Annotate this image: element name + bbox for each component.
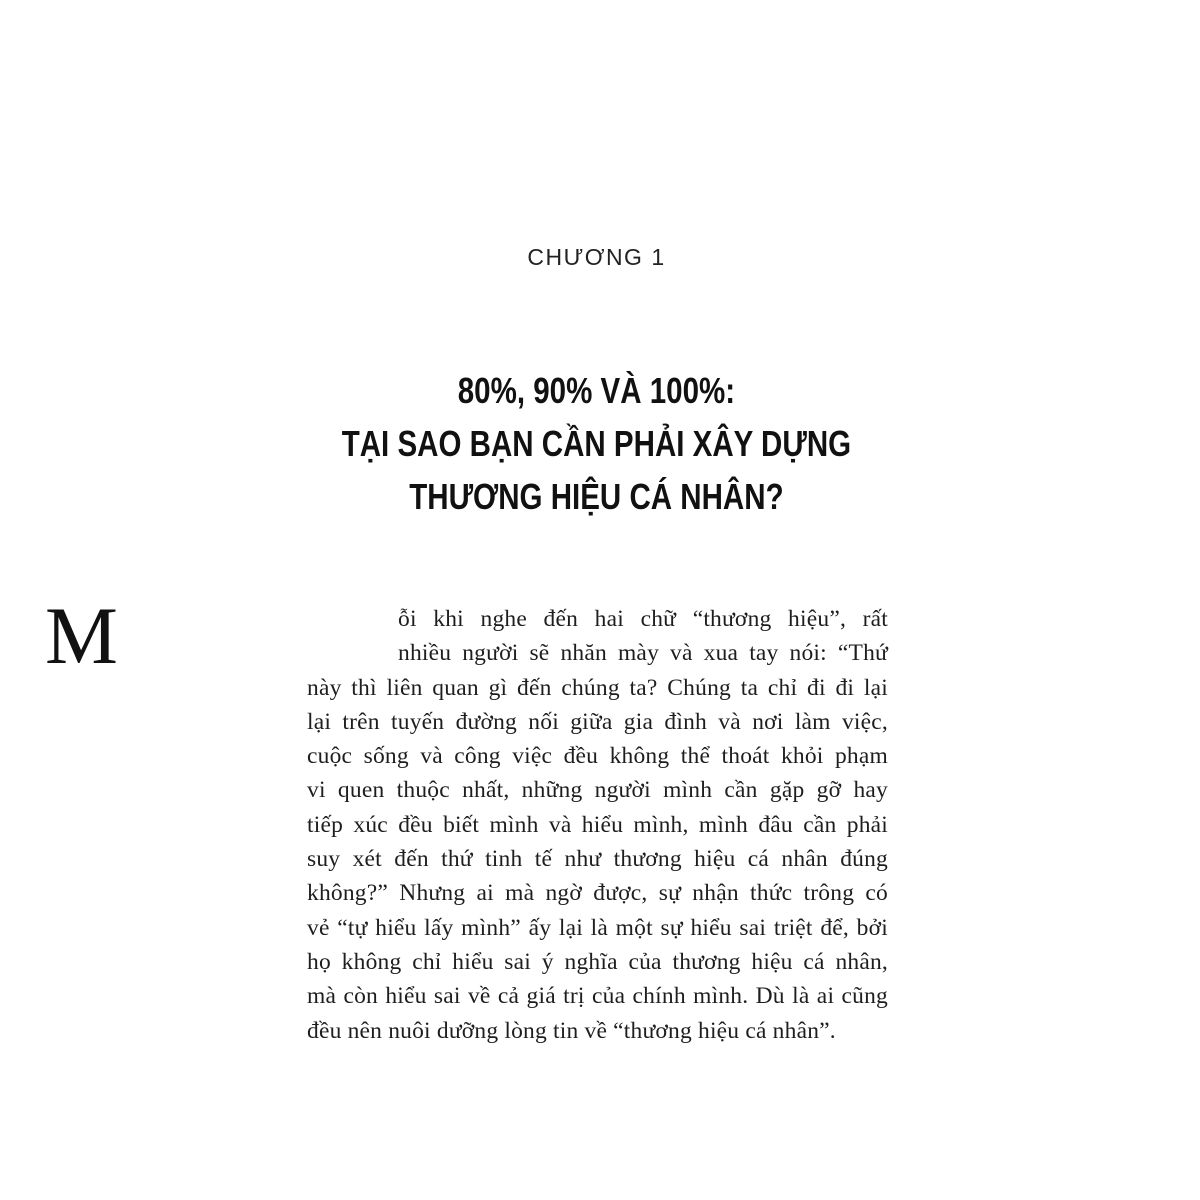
paragraph-line: tiếp xúc đều biết mình và hiểu mình, mình đâu cần phải: [307, 811, 888, 838]
paragraph-line: vẻ “tự hiểu lấy mình” ấy lại là một sự hiểu sai triệt để, bởi: [307, 914, 888, 941]
paragraph-line: suy xét đến thứ tinh tế như thương hiệu cá nhân đúng: [307, 846, 888, 873]
paragraph-line: vi quen thuộc nhất, những người mình cần gặp gỡ hay: [307, 777, 888, 804]
chapter-title-line: THƯƠNG HIỆU CÁ NHÂN?: [409, 476, 784, 517]
drop-cap: M: [45, 590, 118, 681]
paragraph-line: lại trên tuyến đường nối giữa gia đình và nơi làm việc,: [307, 708, 888, 735]
body-paragraph: [307, 602, 888, 1048]
chapter-title: [107, 364, 1085, 523]
paragraph-line: cuộc sống và công việc đều không thể thoát khỏi phạm: [307, 743, 888, 770]
paragraph-line: đều nên nuôi dưỡng lòng tin về “thương hiệu cá nhân”.: [307, 1017, 836, 1044]
chapter-title-line: 80%, 90% VÀ 100%:: [457, 370, 736, 411]
paragraph-line: họ không chỉ hiểu sai ý nghĩa của thương hiệu cá nhân,: [307, 948, 888, 975]
chapter-label: CHƯƠNG 1: [527, 244, 666, 270]
paragraph-line: mà còn hiểu sai về cả giá trị của chính mình. Dù là ai cũng: [307, 983, 888, 1010]
paragraph-line: không?” Nhưng ai mà ngờ được, sự nhận thức trông có: [307, 880, 888, 907]
paragraph-line: nhiều người sẽ nhăn mày và xua tay nói: “Thứ: [398, 640, 888, 667]
paragraph-line: ỗi khi nghe đến hai chữ “thương hiệu”, rất: [398, 606, 888, 632]
paragraph-line: này thì liên quan gì đến chúng ta? Chúng ta chỉ đi đi lại: [307, 674, 888, 701]
chapter-title-line: TẠI SAO BẠN CẦN PHẢI XÂY DỰNG: [341, 423, 852, 464]
